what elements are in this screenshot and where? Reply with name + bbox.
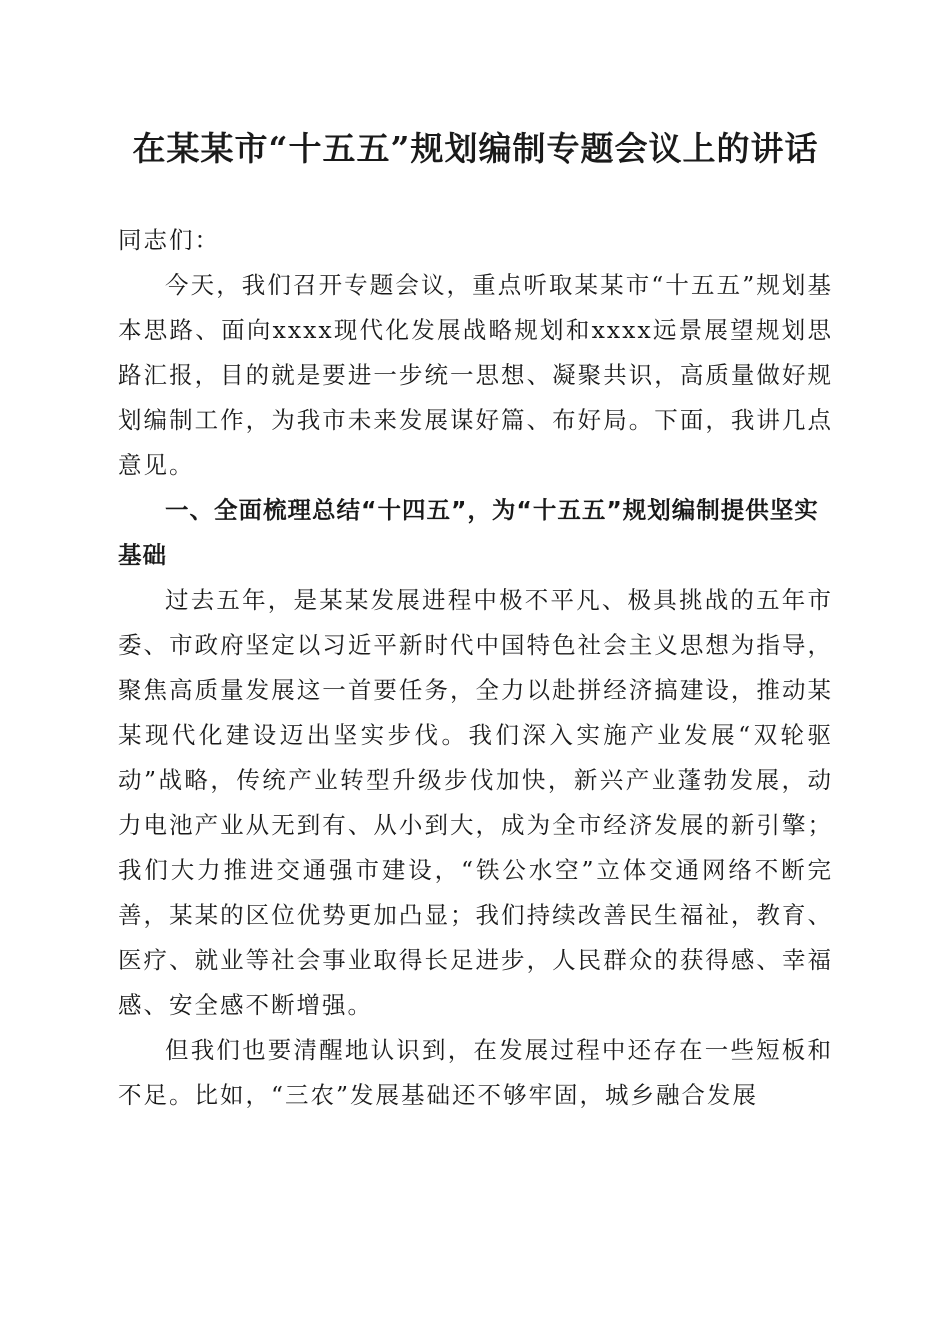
document-page — [118, 126, 833, 1118]
intro-paragraph: 今天，我们召开专题会议，重点听取某某市“十五五”规划基本思路、面向xxxx现代化发展战略规划和xxxx远景展望规划思路汇报，目的就是要进一步统一思想、凝聚共识，高质量做好规划编制工作，为我市未来发展谋好篇、布好局。下面，我讲几点意见。 — [118, 271, 833, 479]
document-title: 在某某市“十五五”规划编制专题会议上的讲话 — [132, 129, 819, 168]
section-1-paragraph-1: 过去五年，是某某发展进程中极不平凡、极具挑战的五年市委、市政府坚定以习近平新时代中国特色社会主义思想为指导，聚焦高质量发展这一首要任务，全力以赴拼经济搞建设，推动某某现代化建设迈出坚实步伐。我们深入实施产业发展“双轮驱动”战略，传统产业转型升级步伐加快，新兴产业蓬勃发展，动力电池产业从无到有、从小到大，成为全市经济发展的新引擎；我们大力推进交通强市建设，“铁公水空”立体交通网络不断完善，某某的区位优势更加凸显；我们持续改善民生福祉，教育、医疗、就业等社会事业取得长足进步，人民群众的获得感、幸福感、安全感不断增强。 — [118, 586, 833, 1019]
section-1-paragraph-2: 但我们也要清醒地认识到，在发展过程中还存在一些短板和不足。比如，“三农”发展基础还不够牢固，城乡融合发展 — [118, 1036, 833, 1109]
salutation: 同志们： — [118, 226, 220, 254]
section-1-heading: 一、全面梳理总结“十四五”，为“十五五”规划编制提供坚实基础 — [118, 496, 819, 569]
